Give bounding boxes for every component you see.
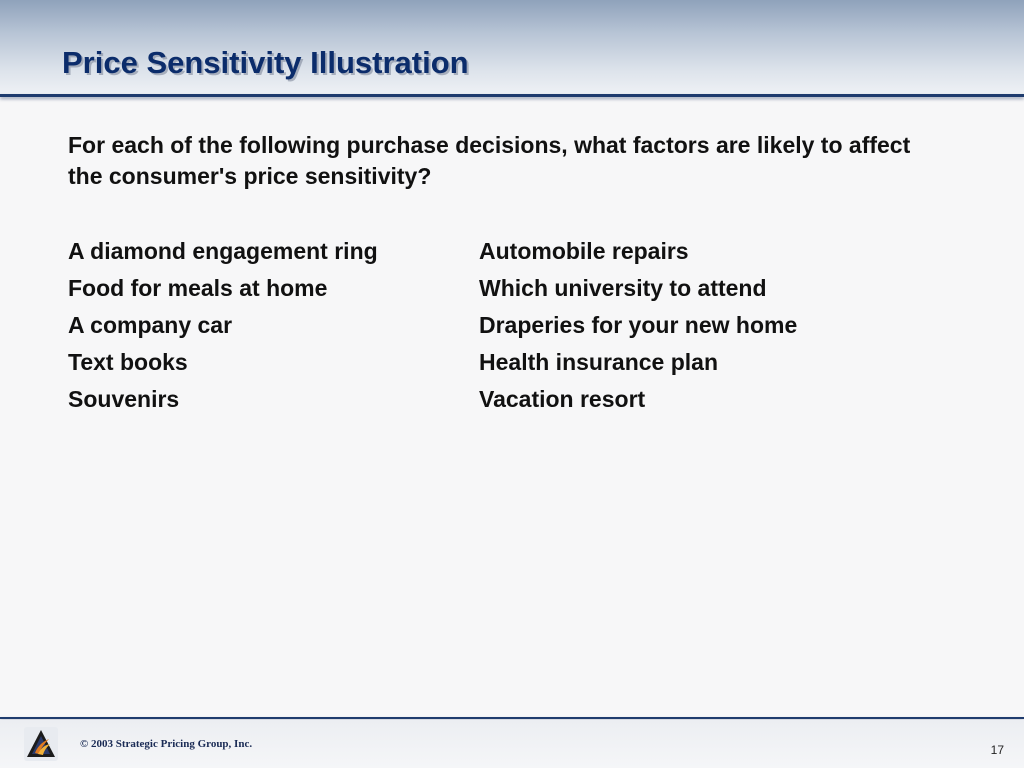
list-item: Health insurance plan	[479, 349, 719, 375]
list-item: Vacation resort	[479, 386, 646, 412]
list-item: Which university to attend	[479, 275, 767, 301]
question-text: For each of the following purchase decisions, what factors are likely to affect the consumer's price sensitivity?	[68, 132, 911, 189]
list-item: Souvenirs	[68, 386, 180, 412]
strategic-pricing-logo-icon	[24, 727, 58, 761]
purchase-list-left	[68, 234, 378, 419]
slide-title: Price Sensitivity Illustration	[62, 45, 469, 80]
list-item: A diamond engagement ring	[68, 238, 378, 264]
header-divider	[0, 94, 1024, 97]
list-item: Food for meals at home	[68, 275, 328, 301]
footer-divider	[0, 717, 1024, 719]
list-item: Draperies for your new home	[479, 312, 798, 338]
list-item: Text books	[68, 349, 188, 375]
page-number: 17	[990, 743, 1004, 757]
list-item: Automobile repairs	[479, 238, 689, 264]
list-item: A company car	[68, 312, 233, 338]
copyright-text: © 2003 Strategic Pricing Group, Inc.	[80, 738, 253, 750]
purchase-list-right	[479, 234, 797, 419]
